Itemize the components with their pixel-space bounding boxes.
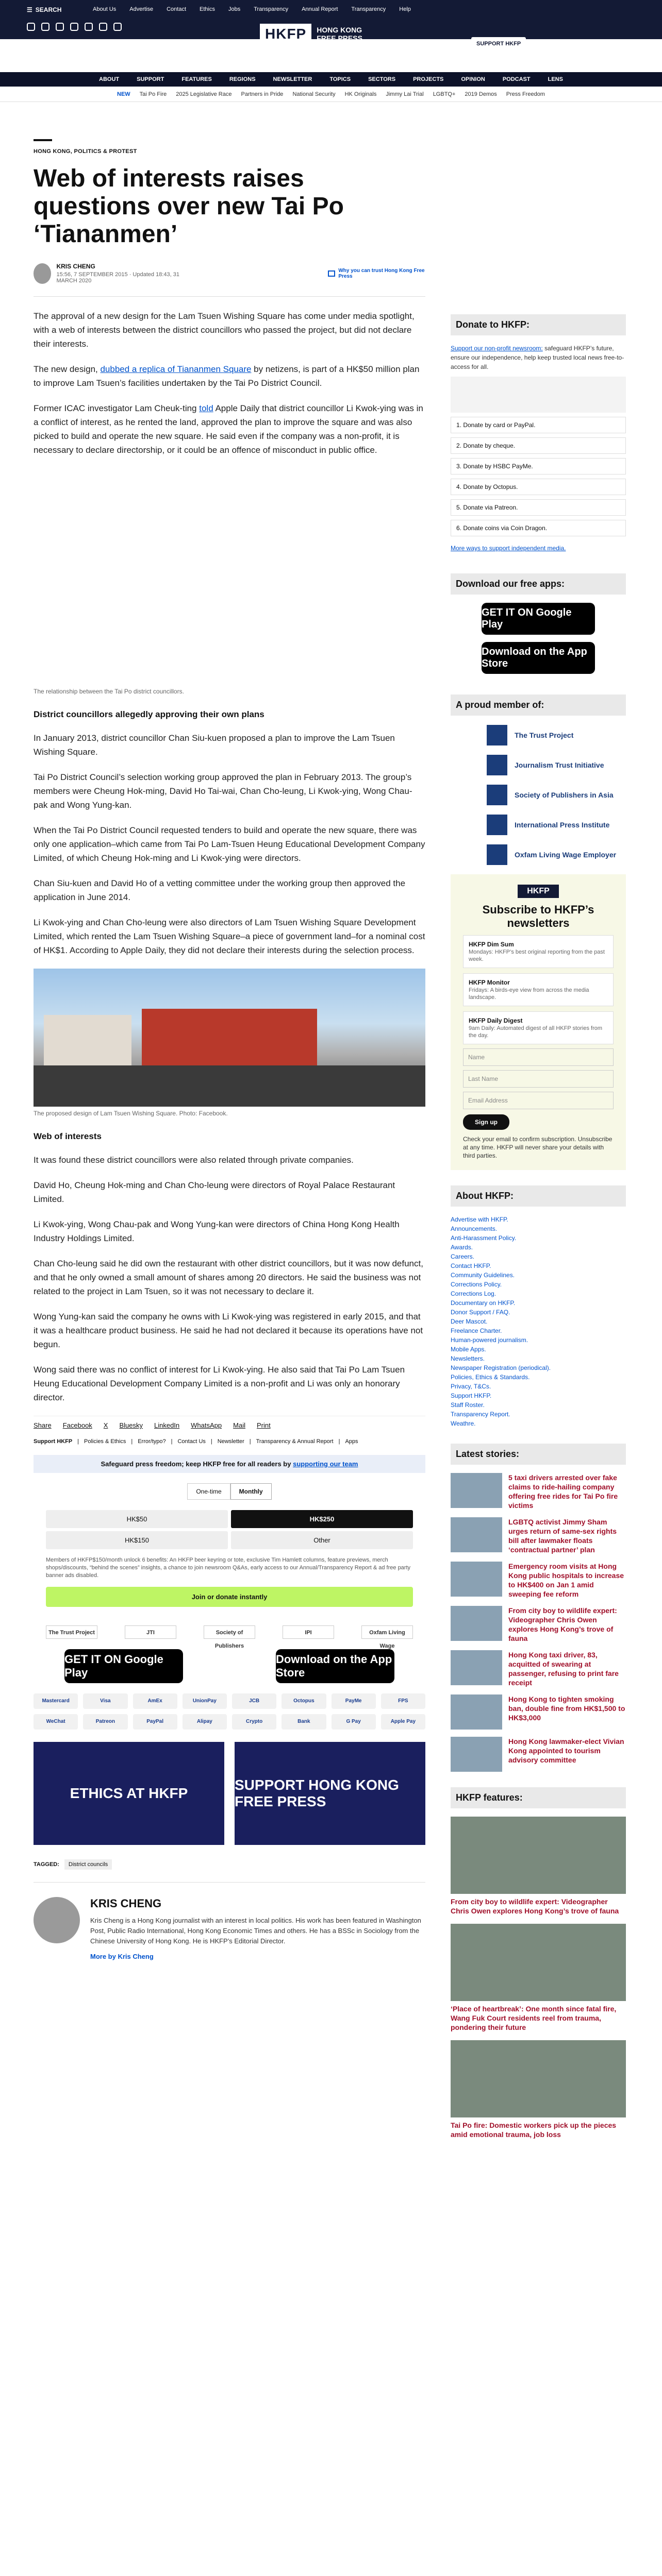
top-link[interactable]: Help	[399, 6, 411, 12]
frequency-toggle	[34, 1483, 425, 1500]
about-list	[451, 1215, 626, 1428]
payment-logo: WeChat	[34, 1714, 78, 1730]
promo-banners	[34, 1742, 425, 1845]
payment-logo: AmEx	[133, 1693, 177, 1709]
sidebar-heading: Donate to HKFP:	[451, 314, 626, 335]
paragraph: The new design, dubbed a replica of Tiananmen Square by netizens, is part of a HK$50 million plan to improve Lam Tsuen’s facilities undertaken by the Tai Po District Council.	[34, 364, 420, 388]
donation-method[interactable]: 6. Donate coins via Coin Dragon.	[451, 520, 626, 536]
about-link[interactable]: Privacy, T&Cs.	[451, 1383, 491, 1390]
about-link[interactable]: Policies, Ethics & Standards.	[451, 1374, 530, 1381]
paragraph: Chan Siu-kuen and David Ho of a vetting committee under the working group then approved the application in June 2014.	[34, 878, 406, 902]
app-store-button[interactable]: Download on the App Store	[276, 1649, 394, 1683]
about-link[interactable]: Staff Roster.	[451, 1401, 485, 1409]
partner-logo[interactable]: The Trust Project	[46, 1625, 97, 1639]
about-link[interactable]: Announcements.	[451, 1225, 498, 1232]
feature-image[interactable]	[451, 1924, 626, 2001]
top-link[interactable]: Ethics	[200, 6, 215, 12]
share-whatsapp[interactable]: WhatsApp	[191, 1421, 222, 1429]
divider	[34, 139, 52, 141]
story-title[interactable]: Hong Kong to tighten smoking ban, double fine from HK$1,500 to HK$3,000	[508, 1695, 625, 1722]
about-link[interactable]: Community Guidelines.	[451, 1272, 515, 1279]
foot-link[interactable]: Transparency & Annual Report	[256, 1438, 334, 1445]
image-caption: The relationship between the Tai Po district councillors.	[34, 688, 184, 695]
about-link[interactable]: Mobile Apps.	[451, 1346, 486, 1353]
linkedin-icon[interactable]	[99, 23, 107, 31]
amount-options	[46, 1510, 413, 1549]
sidebar: Donate to HKFP: Support our non-profit newsroom: safeguard HKFP’s future, ensure our independence, help keep trusted local news free-to-access for all. 1. Donate by card or PayPal. 2. Donate by cheque. 3. Donate by HSBC PayMe. 4. Donate by Octopus. 5. Donate via Patreon. 6. Donate coins via Coin Dragon. More ways to support independent media. Download our free apps: GET IT ON Google Play Download on the App Store A proud member of: The Trust Project Journalism Trust Initiative Society of Publishers in Asia International Press Institute Oxfam Living Wage Employer HKFP Subscribe to HKFP’s newsletters HKFP Dim Sum Mondays: HKFP’s best original reporting from the past week. HKFP Monitor Fridays: A birds-eye view from across the media landscape. HKFP Daily Digest 9am Daily: Automated digest of all HKFP stories from the day. Name Last Name Email Address Sign up Check your email to confirm subscription. Unsubscribe at any time. HKFP will never share your details with third parties. About HKFP: Advertise with HKFP. Announcements. Anti-Harassment Policy. Awards. Careers. Contact HKFP. Community Guidelines. Corrections Policy. Corrections Log. Documentary on HKFP. Donor Support / FAQ. Deer Mascot. Freelance Charter. Human-powered journalism. Mobile Apps. Newsletters. Newspaper Registration (periodical). Policies, Ethics & Standards. Privacy, T&Cs. Support HKFP. Staff Roster. Transparency Report. Weathre. Latest stories: 5 taxi drivers arrested over fake claims to ride-hailing company offering free rides for Tai Po fire victims LGBTQ activist Jimmy Sham urges return of same-sex rights bill after lawmaker floats ‘contractual partner’ plan Emergency room visits at Hong Kong public hospitals to increase to HK$400 on Jan 1 amid sweeping fee reform From city boy to wildlife expert: Videographer Chris Owen explores Hong Kong’s trove of fauna Hong Kong taxi driver, 83, acquitted of swearing at passenger, refusing to print fare receipt Hong Kong to tighten smoking ban, double fine from HK$1,500 to HK$3,000 Hong Kong lawmaker-elect Vivian Kong appointed to tourism advisory committee HKFP features: From city boy to wildlife expert: Videographer Chris Owen explores Hong Kong’s trove of fauna ‘Place of heartbreak’: One month since fatal fire, Wang Fuk Court residents reel from trauma, pondering their future Tai Po fire: Domestic workers pick up the pieces amid emotional trauma, job loss	[451, 314, 626, 2147]
top-link[interactable]: Transparency	[254, 6, 289, 12]
payment-logo: Patreon	[83, 1714, 127, 1730]
divider	[34, 1882, 425, 1883]
google-play-button[interactable]: GET IT ON Google Play	[64, 1649, 183, 1683]
login-link[interactable]: Login	[593, 40, 608, 46]
join-button[interactable]: Join or donate instantly	[46, 1587, 413, 1607]
paragraph: It was found these district councillors were also related through private companies.	[34, 1155, 354, 1165]
amount-option[interactable]: Other	[231, 1531, 413, 1549]
support-banner[interactable]: SUPPORT HONG KONG FREE PRESS	[235, 1742, 425, 1845]
section-heading: Web of interests	[34, 1131, 102, 1141]
story-thumbnail[interactable]	[451, 1517, 502, 1552]
hkfp-logo: HKFP	[518, 885, 559, 898]
subnav-item[interactable]: Press Freedom	[506, 91, 545, 97]
member-logo[interactable]: International Press Institute	[487, 815, 626, 835]
rss-icon[interactable]	[113, 23, 122, 31]
relationship-graphic	[34, 468, 425, 685]
nav-item[interactable]: REGIONS	[229, 76, 256, 82]
about-link[interactable]: Deer Mascot.	[451, 1318, 488, 1325]
support-button[interactable]: SUPPORT HKFP	[471, 37, 526, 50]
divider	[34, 296, 425, 297]
nav-item[interactable]: SECTORS	[368, 76, 396, 82]
app-store-button[interactable]: Download on the App Store	[482, 642, 595, 674]
story-thumbnail[interactable]	[451, 1694, 502, 1730]
article	[34, 139, 425, 1960]
about-link[interactable]: Corrections Policy.	[451, 1281, 502, 1288]
newsletter-option[interactable]: HKFP Daily Digest 9am Daily: Automated digest of all HKFP stories from the day.	[463, 1011, 614, 1044]
story-item[interactable]	[451, 1562, 626, 1599]
donation-method[interactable]: 5. Donate via Patreon.	[451, 499, 626, 516]
payment-methods	[34, 1693, 425, 1730]
about-link[interactable]: Newsletters.	[451, 1355, 485, 1362]
subnav-item[interactable]: LGBTQ+	[433, 91, 456, 97]
inline-link[interactable]: dubbed a replica of Tiananmen Square	[100, 364, 252, 374]
about-link[interactable]: Advertise with HKFP.	[451, 1216, 508, 1223]
paragraph: Tai Po District Council’s selection working group approved the plan in February 2013. The group’s members were Cheung Hok-ming, David Ho Tai-wai, Chan Cho-leung, Li Kwok-ying, Wong Chau-pak and Wong Yung-kan.	[34, 772, 412, 810]
footer-links: Support HKFP | Policies & Ethics | Error/typo? | Contact Us | Newsletter | Transparency & Annual Report | Apps	[34, 1438, 358, 1445]
amount-option[interactable]: HK$50	[46, 1510, 228, 1528]
partner-logo[interactable]: Society of Publishers	[204, 1625, 255, 1639]
about-link[interactable]: Corrections Log.	[451, 1290, 496, 1297]
payment-logo: Mastercard	[34, 1693, 78, 1709]
paragraph: When the Tai Po District Council requested tenders to build and operate the new square, there was only one application–which came from Tai Po Lam-Tsuen Heung Educational Development Company Limited, of which Cheung Hok-ming and Li Kwok-ying were directors.	[34, 825, 425, 863]
ethics-link[interactable]: ETHICS	[536, 40, 557, 46]
subnav-item[interactable]: 2019 Demos	[465, 91, 497, 97]
about-link[interactable]: Weathre.	[451, 1420, 476, 1427]
payment-logo: Visa	[83, 1693, 127, 1709]
newsletter-option[interactable]: HKFP Dim Sum Mondays: HKFP’s best original reporting from the past week.	[463, 935, 614, 968]
payment-logo: Bank	[282, 1714, 326, 1730]
donation-method[interactable]: 4. Donate by Octopus.	[451, 479, 626, 495]
subnav-item[interactable]: Partners in Pride	[241, 91, 284, 97]
paragraph: The approval of a new design for the Lam Tsuen Wishing Square has come under media spotlight, with a web of interests between the district councillors who passed the project, but did not declare their interests.	[34, 311, 415, 349]
instagram-icon[interactable]	[56, 23, 64, 31]
paragraph: Chan Cho-leung said he did own the restaurant with other district councillors, but it was now defunct, and that he only owned a small amount of shares among 20 directors. He said the business was not related to the project in Lam Tsuen, so it was not necessary to declare it.	[34, 1259, 423, 1296]
story-thumbnail[interactable]	[451, 1562, 502, 1597]
article-category[interactable]: HONG KONG, POLITICS & PROTEST	[34, 148, 137, 155]
one-time-option[interactable]: One-time	[187, 1483, 230, 1500]
sidebar-heading: About HKFP:	[451, 1185, 626, 1207]
paragraph: Li Kwok-ying, Wong Chau-pak and Wong Yung-kan were directors of China Hong Kong Health Industry Holdings Limited.	[34, 1219, 400, 1243]
payment-logo: PayPal	[133, 1714, 177, 1730]
paragraph: David Ho, Cheung Hok-ming and Chan Cho-leung were directors of Royal Palace Restaurant Limited.	[34, 1180, 395, 1204]
share-linkedin[interactable]: LinkedIn	[154, 1421, 180, 1429]
partner-logo[interactable]: Oxfam Living Wage	[361, 1625, 413, 1639]
feature-item[interactable]	[451, 1817, 626, 1916]
sidebar-heading: Latest stories:	[451, 1444, 626, 1465]
about-link[interactable]: Newspaper Registration (periodical).	[451, 1364, 551, 1371]
tag[interactable]: District councils	[64, 1859, 112, 1870]
payment-logo: JCB	[232, 1693, 276, 1709]
top-link[interactable]: Transparency	[351, 6, 386, 12]
about-link[interactable]: Anti-Harassment Policy.	[451, 1234, 517, 1242]
social-links	[27, 23, 122, 31]
story-thumbnail[interactable]	[451, 1650, 502, 1685]
share-mail[interactable]: Mail	[233, 1421, 245, 1429]
top-link[interactable]: Advertise	[129, 6, 154, 12]
last-name-field[interactable]: Last Name	[463, 1070, 614, 1088]
foot-link[interactable]: Error/typo?	[138, 1438, 166, 1445]
feature-image[interactable]	[451, 2040, 626, 2117]
monthly-option[interactable]: Monthly	[230, 1483, 272, 1500]
share-label: Share	[34, 1421, 52, 1429]
paragraph: In January 2013, district councillor Chan Siu-kuen proposed a plan to improve the Lam Tsuen Wishing Square.	[34, 733, 395, 757]
story-thumbnail[interactable]	[451, 1606, 502, 1641]
payment-logo: Crypto	[232, 1714, 276, 1730]
newsletter-note: Check your email to confirm subscription. Unsubscribe at any time. HKFP will never share your details with third parties.	[463, 1136, 613, 1159]
foot-link[interactable]: Support HKFP	[34, 1438, 73, 1445]
nav-item[interactable]: LENS	[548, 76, 563, 82]
author-box	[34, 1897, 425, 1960]
nav-item[interactable]: NEWSLETTER	[273, 76, 312, 82]
story-title[interactable]: Emergency room visits at Hong Kong public hospitals to increase to HK$400 on Jan 1 amid sweeping fee reform	[508, 1562, 624, 1598]
donation-method[interactable]: 3. Donate by HSBC PayMe.	[451, 458, 626, 474]
member-logo[interactable]: Oxfam Living Wage Employer	[487, 844, 626, 865]
more-by-author-link[interactable]: More by Kris Cheng	[90, 1953, 154, 1960]
about-link[interactable]: Contact HKFP.	[451, 1262, 491, 1269]
features-list	[451, 1817, 626, 2139]
foot-link[interactable]: Contact Us	[177, 1438, 206, 1445]
donate-banner: Safeguard press freedom; keep HKFP free for all readers by supporting our team	[34, 1455, 425, 1473]
feature-title[interactable]: ‘Place of heartbreak’: One month since fatal fire, Wang Fuk Court residents reel from trauma, pondering their future	[451, 2005, 617, 2031]
nav-item[interactable]: PROJECTS	[413, 76, 444, 82]
nav-item[interactable]: ABOUT	[99, 76, 120, 82]
story-thumbnail[interactable]	[451, 1737, 502, 1772]
author-name[interactable]: KRIS CHENG	[90, 1897, 162, 1910]
feature-item[interactable]	[451, 1924, 626, 2032]
paragraph: Wong said there was no conflict of interest for Li Kwok-ying. He also said that Tai Po Lam Tsuen Heung Educational Development Company Limited is a non-profit and Li was only an honorary director.	[34, 1365, 405, 1402]
menu-icon: ☰	[27, 6, 32, 13]
subnav-item[interactable]: Jimmy Lai Trial	[386, 91, 424, 97]
payment-logo: FPS	[381, 1693, 425, 1709]
trust-link[interactable]: Why you can trust Hong Kong Free Press	[328, 268, 425, 279]
subnav-item[interactable]: National Security	[292, 91, 336, 97]
story-item[interactable]	[451, 1473, 626, 1510]
donate-link[interactable]: Support our non-profit newsroom:	[451, 345, 543, 352]
story-item[interactable]	[451, 1737, 626, 1772]
partner-logo[interactable]: JTI	[125, 1625, 176, 1639]
story-item[interactable]	[451, 1694, 626, 1730]
nav-item[interactable]: TOPICS	[329, 76, 351, 82]
section-heading: District councillors allegedly approving their own plans	[34, 709, 264, 719]
foot-link[interactable]: Apps	[345, 1438, 358, 1445]
top-link[interactable]: About Us	[93, 6, 117, 12]
subnav-item[interactable]: HK Originals	[344, 91, 377, 97]
story-title[interactable]: 5 taxi drivers arrested over fake claims to ride-hailing company offering free rides for Tai Po fire victims	[508, 1473, 618, 1510]
about-link[interactable]: Awards.	[451, 1244, 473, 1251]
author-bio: Kris Cheng is a Hong Kong journalist with an interest in local politics. His work has been featured in Washington Post, Public Radio International, Hong Kong Economic Times and others. He has a BSSc in Sociology from the Chinese University of Hong Kong. He is HKFP’s Editorial Director.	[90, 1917, 421, 1945]
sidebar-heading: A proud member of:	[451, 694, 626, 716]
membership-note: Members of HKFP$150/month unlock 6 benefits: An HKFP beer keyring or tote, exclusive Tim Hamlett columns, feature previews, merch shops/discounts, “behind the scenes” insights, a chance to join newsroom Q&As, early access to our Annual/Transparency Report & ad free party banner ads disabled.	[46, 1557, 411, 1579]
donation-method[interactable]: 1. Donate by card or PayPal.	[451, 417, 626, 433]
author-name[interactable]: KRIS CHENG	[56, 263, 95, 270]
google-play-button[interactable]: GET IT ON Google Play	[482, 603, 595, 635]
top-link[interactable]: Contact	[167, 6, 187, 12]
inline-link[interactable]: told	[199, 403, 213, 413]
paragraph: Former ICAC investigator Lam Cheuk-ting told Apple Daily that district councillor Li Kwok-ying was in a conflict of interest, as he rented the land, approved the plan to improve the square and was also picked to build and operate the new square. He said even if the company was a non-profit, it is necessary to declare directorship, or it could be an offence of misconduct in public office.	[34, 403, 423, 455]
foot-link[interactable]: Policies & Ethics	[84, 1438, 126, 1445]
x-icon[interactable]	[41, 23, 49, 31]
latest-stories	[451, 1473, 626, 1772]
partner-logos	[46, 1625, 413, 1649]
feature-item[interactable]	[451, 2040, 626, 2139]
main-nav	[0, 72, 662, 87]
square-design-photo	[34, 969, 425, 1107]
donation-methods	[451, 417, 626, 536]
top-bar	[0, 0, 662, 47]
name-field[interactable]: Name	[463, 1048, 614, 1066]
payment-logo: UnionPay	[183, 1693, 227, 1709]
avatar[interactable]	[34, 1897, 80, 1943]
amount-option-selected[interactable]: HK$250	[231, 1510, 413, 1528]
share-bluesky[interactable]: Bluesky	[119, 1421, 143, 1429]
top-link[interactable]: Jobs	[228, 6, 241, 12]
member-logo[interactable]: The Trust Project	[487, 725, 626, 745]
story-item[interactable]	[451, 1650, 626, 1687]
nav-item[interactable]: SUPPORT	[137, 76, 164, 82]
feature-title[interactable]: Tai Po fire: Domestic workers pick up the pieces amid emotional trauma, job loss	[451, 2121, 617, 2139]
paragraph: Li Kwok-ying and Chan Cho-leung were also directors of Lam Tsuen Wishing Square Development Limited, which rented the Lam Tsuen Wishing Square–a piece of government land–for a nominal cost of HK$1. According to Apple Daily, they did not declare their interests during the selection process.	[34, 918, 425, 955]
image-caption: The proposed design of Lam Tsuen Wishing Square. Photo: Facebook.	[34, 1110, 228, 1117]
threads-icon[interactable]	[70, 23, 78, 31]
feature-title[interactable]: From city boy to wildlife expert: Videographer Chris Owen explores Hong Kong’s trove of fauna	[451, 1897, 619, 1915]
tags: TAGGED: District councils	[34, 1859, 425, 1870]
payment-logo: G Pay	[332, 1714, 376, 1730]
newsletter-box	[451, 874, 626, 1170]
byline	[34, 263, 425, 284]
facebook-icon[interactable]	[27, 23, 35, 31]
share-print[interactable]: Print	[256, 1421, 271, 1429]
payment-logo: PayMe	[332, 1693, 376, 1709]
subnav-item[interactable]: 2025 Legislative Race	[176, 91, 232, 97]
more-ways-link[interactable]: More ways to support independent media.	[451, 545, 566, 552]
subnav-item[interactable]: Tai Po Fire	[139, 91, 167, 97]
email-field[interactable]: Email Address	[463, 1092, 614, 1109]
newsletter-title: Subscribe to HKFP’s newsletters	[482, 903, 594, 929]
amount-option[interactable]: HK$150	[46, 1531, 228, 1549]
sidebar-heading: Download our free apps:	[451, 573, 626, 595]
avatar[interactable]	[34, 263, 51, 284]
search-button[interactable]: ☰ SEARCH	[27, 6, 62, 13]
story-thumbnail[interactable]	[451, 1473, 502, 1508]
ethics-banner[interactable]: ETHICS AT HKFP	[34, 1742, 224, 1845]
payment-logos	[451, 377, 626, 413]
story-title[interactable]: Hong Kong taxi driver, 83, acquitted of swearing at passenger, refusing to print fare receipt	[508, 1651, 619, 1687]
top-links	[93, 6, 411, 12]
donation-method[interactable]: 2. Donate by cheque.	[451, 437, 626, 454]
signup-button[interactable]: Sign up	[463, 1114, 509, 1130]
partner-logo[interactable]: IPI	[283, 1625, 334, 1639]
support-link[interactable]: supporting our team	[293, 1460, 358, 1468]
sidebar-heading: HKFP features:	[451, 1787, 626, 1808]
publish-date: 15:56, 7 SEPTEMBER 2015 · Updated 18:43, 31 MARCH 2020	[56, 272, 179, 284]
nav-item[interactable]: OPINION	[461, 76, 485, 82]
about-link[interactable]: Freelance Charter.	[451, 1327, 502, 1334]
feature-image[interactable]	[451, 1817, 626, 1894]
site-logo[interactable]: HKFP HONG KONG FREE PRESS	[260, 24, 362, 44]
story-item[interactable]	[451, 1517, 626, 1554]
app-buttons	[34, 1649, 425, 1683]
about-link[interactable]: Documentary on HKFP.	[451, 1299, 516, 1307]
paragraph: Wong Yung-kan said the company he owns with Li Kwok-ying was registered in early 2015, and that it was a healthcare product business. He said he had not declared it because its operations have not begun.	[34, 1312, 423, 1349]
story-title[interactable]: Hong Kong lawmaker-elect Vivian Kong appointed to tourism advisory committee	[508, 1737, 624, 1764]
story-item[interactable]	[451, 1606, 626, 1643]
about-link[interactable]: Human-powered journalism.	[451, 1336, 528, 1344]
story-title[interactable]: From city boy to wildlife expert: Videographer Chris Owen explores Hong Kong’s trove of fauna	[508, 1606, 617, 1642]
nav-item[interactable]: FEATURES	[181, 76, 212, 82]
about-link[interactable]: Donor Support / FAQ.	[451, 1309, 510, 1316]
about-link[interactable]: Transparency Report.	[451, 1411, 510, 1418]
article-title: Web of interests raises questions over new Tai Po ‘Tiananmen’	[34, 165, 344, 248]
search-icon[interactable]: ⌕	[619, 40, 622, 46]
payment-logo: Alipay	[183, 1714, 227, 1730]
member-logo[interactable]: Journalism Trust Initiative	[487, 755, 626, 775]
payment-logo: Octopus	[282, 1693, 326, 1709]
youtube-icon[interactable]	[85, 23, 93, 31]
sub-nav	[0, 87, 662, 102]
trust-icon	[328, 270, 335, 277]
member-logo[interactable]: Society of Publishers in Asia	[487, 785, 626, 805]
share-x[interactable]: X	[103, 1421, 108, 1429]
share-bar	[34, 1416, 425, 1429]
about-link[interactable]: Careers.	[451, 1253, 475, 1260]
newsletter-option[interactable]: HKFP Monitor Fridays: A birds-eye view from across the media landscape.	[463, 973, 614, 1006]
subnav-new: NEW	[117, 91, 130, 97]
share-facebook[interactable]: Facebook	[62, 1421, 92, 1429]
payment-logo: Apple Pay	[381, 1714, 425, 1730]
foot-link[interactable]: Newsletter	[217, 1438, 244, 1445]
nav-item[interactable]: PODCAST	[502, 76, 531, 82]
top-link[interactable]: Annual Report	[302, 6, 338, 12]
about-link[interactable]: Support HKFP.	[451, 1392, 492, 1399]
story-title[interactable]: LGBTQ activist Jimmy Sham urges return of same-sex rights bill after lawmaker floats ‘contractual partner’ plan	[508, 1518, 617, 1554]
